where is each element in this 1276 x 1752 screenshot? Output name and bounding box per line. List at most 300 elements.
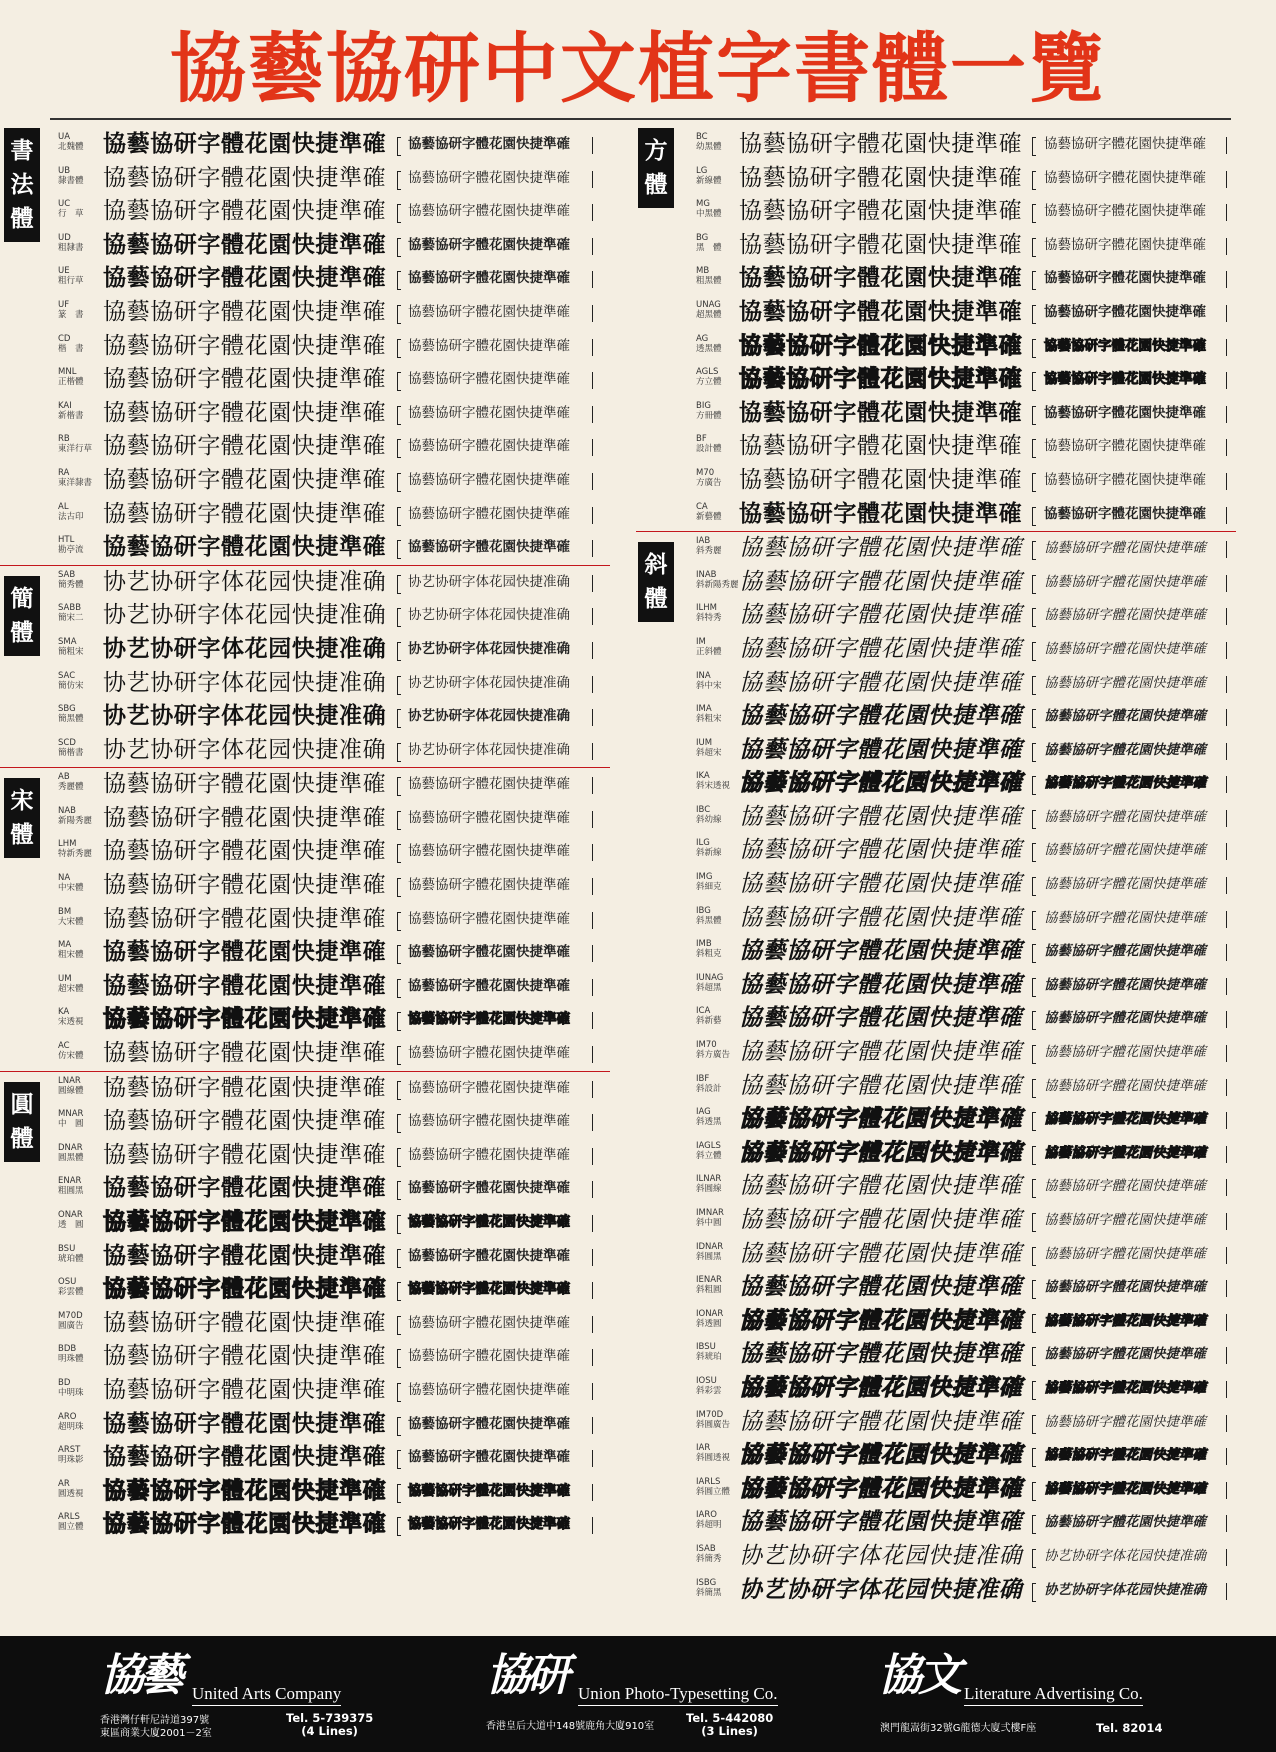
font-code	[696, 1208, 740, 1228]
font-row	[636, 1170, 1236, 1204]
font-row	[636, 1002, 1236, 1036]
font-code-id: IKA	[696, 771, 710, 782]
sample-small: 協藝協研字體花園快捷準確	[1044, 976, 1206, 993]
sample-large: 協藝協研字體花園快捷準確	[103, 1141, 387, 1168]
sample-small: 協藝協研字體花園快捷準確	[408, 877, 570, 894]
sample-small: 协艺协研字体花园快捷准确	[408, 674, 570, 691]
font-code-name: 黑 體	[696, 242, 722, 253]
sample-small: 協藝協研字體花園快捷準確	[408, 438, 570, 455]
font-code-id: CD	[58, 333, 71, 344]
font-code	[696, 1544, 740, 1564]
font-code	[58, 1143, 102, 1163]
font-row	[636, 162, 1236, 196]
font-code-name: 圓黑體	[58, 1152, 84, 1163]
bracket-mark	[397, 811, 401, 830]
font-code-id: IAG	[696, 1107, 711, 1118]
sample-large: 協藝協研字體花園快捷準確	[103, 838, 387, 865]
sample-large: 協藝協研字體花園快捷準確	[739, 198, 1023, 225]
bracket-end	[592, 1249, 593, 1266]
bracket-mark	[397, 238, 401, 257]
sample-small: 協藝協研字體花園快捷準確	[1044, 1044, 1206, 1061]
font-code-id: IAB	[696, 536, 711, 547]
bracket-end	[592, 777, 593, 794]
company-address	[100, 1714, 212, 1740]
font-row	[0, 1139, 610, 1173]
sample-small: 協藝協研字體花園快捷準確	[408, 505, 570, 522]
font-code-id: SBG	[58, 704, 76, 715]
sample-small: 協藝協研字體花園快捷準確	[1044, 169, 1206, 186]
tel-note: (4 Lines)	[301, 1724, 358, 1738]
bracket-end	[592, 1316, 593, 1333]
font-code	[58, 637, 102, 657]
font-code-id: IONAR	[696, 1308, 724, 1319]
font-code-name: 正斜體	[696, 646, 722, 657]
bracket-end	[592, 171, 593, 188]
bracket-mark	[397, 709, 401, 728]
font-row	[0, 262, 610, 296]
font-code-name: 方冊體	[696, 410, 722, 421]
font-code-id: SABB	[58, 603, 82, 614]
font-row	[636, 1271, 1236, 1305]
bracket-mark	[1032, 1247, 1036, 1266]
sample-small: 協藝協研字體花園快捷準確	[1044, 640, 1206, 657]
font-code	[696, 468, 740, 488]
font-row	[0, 1408, 610, 1442]
font-code-id: SAB	[58, 569, 76, 580]
bracket-end	[592, 1417, 593, 1434]
font-code	[696, 1342, 740, 1362]
bracket-mark	[397, 171, 401, 190]
bracket-end	[1226, 1045, 1227, 1062]
bracket-end	[592, 1046, 593, 1063]
font-code	[696, 166, 740, 186]
font-code	[58, 1007, 102, 1027]
font-row	[636, 1305, 1236, 1339]
sample-large: 協藝協研字體花園快捷準確	[739, 669, 1023, 696]
sample-large: 協藝協研字體花園快捷準確	[103, 1511, 387, 1538]
bracket-end	[1226, 238, 1227, 255]
font-code-id: IMNAR	[696, 1208, 724, 1218]
bracket-mark	[1032, 1112, 1036, 1131]
font-row	[0, 464, 610, 498]
font-row	[636, 1338, 1236, 1372]
bracket-mark	[397, 608, 401, 627]
bracket-end	[1226, 1011, 1227, 1028]
section-label: 圓 體	[4, 1082, 40, 1162]
font-code	[58, 1277, 102, 1297]
bracket-end	[1226, 1179, 1227, 1196]
bracket-mark	[1032, 339, 1036, 358]
font-code-id: BD	[58, 1377, 71, 1388]
font-row	[636, 1406, 1236, 1440]
font-row	[0, 700, 610, 734]
font-code-id: IM70D	[696, 1409, 724, 1420]
font-code	[696, 300, 740, 320]
font-code-name: 斜圓立體	[696, 1486, 731, 1497]
sample-large: 协艺协研字体花园快捷准确	[103, 669, 387, 696]
bracket-end	[1226, 171, 1227, 188]
font-code-name: 設計體	[696, 444, 722, 455]
bracket-mark	[397, 1417, 401, 1436]
font-code-name: 圓線體	[58, 1085, 84, 1096]
font-code	[696, 906, 740, 926]
font-row	[636, 767, 1236, 801]
sample-large: 协艺协研字体花园快捷准确	[103, 703, 387, 730]
font-code-name: 特新秀麗	[58, 849, 93, 860]
font-row	[0, 599, 610, 633]
sample-small: 協藝協研字體花園快捷準確	[1044, 1144, 1206, 1161]
font-code-name: 中明珠	[58, 1387, 84, 1398]
bracket-mark	[1032, 1549, 1036, 1568]
font-row	[0, 1240, 610, 1274]
font-row	[636, 464, 1236, 498]
font-code-name: 粗行草	[58, 276, 84, 287]
font-row	[0, 1441, 610, 1475]
sample-small: 協藝協研字體花園快捷準確	[1044, 1480, 1206, 1497]
bracket-mark	[1032, 1079, 1036, 1098]
sample-large: 協藝協研字體花園快捷準確	[103, 1410, 387, 1437]
sample-large: 協藝協研字體花園快捷準確	[103, 164, 387, 191]
font-code	[58, 132, 102, 152]
font-code-id: M70D	[58, 1310, 83, 1321]
font-code-name: 透 圓	[58, 1220, 84, 1230]
font-code-name: 楷 書	[58, 343, 84, 354]
font-row	[0, 970, 610, 1004]
font-code	[696, 233, 740, 253]
sample-large: 協藝協研字體花園快捷準確	[103, 1477, 387, 1504]
font-code-name: 簡粗宋	[58, 646, 84, 657]
font-code-name: 明珠影	[58, 1455, 84, 1466]
bracket-mark	[397, 575, 401, 594]
bracket-end	[592, 1148, 593, 1165]
bracket-end	[592, 642, 593, 659]
bracket-end	[1226, 1583, 1227, 1600]
font-code	[58, 367, 102, 387]
font-code-id: AR	[58, 1478, 70, 1489]
bracket-end	[1226, 204, 1227, 221]
sample-large: 協藝協研字體花園快捷準確	[739, 635, 1023, 662]
bracket-end	[592, 271, 593, 288]
font-code	[696, 570, 740, 590]
bracket-end	[1226, 507, 1227, 524]
font-code	[696, 1443, 740, 1463]
sample-small: 協藝協研字體花園快捷準確	[1044, 1514, 1206, 1531]
font-row	[636, 700, 1236, 734]
font-code	[696, 502, 740, 522]
sample-small: 協藝協研字體花園快捷準確	[1044, 1245, 1206, 1262]
sample-small: 協藝協研字體花園快捷準確	[1044, 438, 1206, 455]
bracket-mark	[397, 945, 401, 964]
font-code-name: 東洋隸書	[58, 477, 93, 488]
sample-large: 協藝協研字體花園快捷準確	[103, 905, 387, 932]
sample-large: 協藝協研字體花園快捷準確	[739, 231, 1023, 258]
sample-large: 協藝協研字體花園快捷準確	[739, 1072, 1023, 1099]
company-tel	[286, 1712, 373, 1738]
bracket-mark	[397, 1148, 401, 1167]
font-code-name: 新楷書	[58, 410, 84, 421]
sample-large: 協藝協研字體花園快捷準確	[103, 298, 387, 325]
font-code	[58, 704, 102, 724]
sample-large: 協藝協研字體花園快捷準確	[103, 1376, 387, 1403]
font-code-id: IARLS	[696, 1476, 721, 1487]
bracket-mark	[397, 406, 401, 425]
font-code	[696, 872, 740, 892]
sample-small: 協藝協研字體花園快捷準確	[1044, 573, 1206, 590]
sample-small: 協藝協研字體花園快捷準確	[408, 1381, 570, 1398]
bracket-end	[592, 811, 593, 828]
font-code	[58, 1512, 102, 1532]
bracket-mark	[397, 1249, 401, 1268]
font-code-id: IARO	[696, 1510, 717, 1521]
company-literature	[878, 1646, 1276, 1746]
font-row	[0, 531, 610, 565]
sample-small: 協藝協研字體花園快捷準確	[408, 809, 570, 826]
bracket-end	[1226, 1448, 1227, 1465]
sample-large: 協藝協研字體花園快捷準確	[103, 1444, 387, 1471]
font-code-name: 東洋行草	[58, 444, 93, 455]
font-row	[0, 734, 610, 768]
font-row	[636, 229, 1236, 263]
sample-small: 協藝協研字體花園快捷準確	[408, 236, 570, 253]
bracket-end	[1226, 776, 1227, 793]
title-rule	[50, 118, 1231, 120]
font-row	[0, 1475, 610, 1509]
font-code-id: ISBG	[696, 1577, 717, 1588]
sample-small: 協藝協研字體花園快捷準確	[1044, 303, 1206, 320]
bracket-end	[592, 945, 593, 962]
bracket-end	[592, 912, 593, 929]
font-code-id: IM70	[696, 1040, 717, 1051]
sample-small: 協藝協研字體花園快捷準確	[408, 977, 570, 994]
bracket-end	[592, 372, 593, 389]
font-code-name: 中黑體	[696, 209, 722, 220]
section-label: 簡 體	[4, 576, 40, 656]
bracket-mark	[1032, 608, 1036, 627]
sample-small: 協藝協研字體花園快捷準確	[1044, 1077, 1206, 1094]
font-code	[696, 334, 740, 354]
font-code-name: 斜中宋	[696, 680, 722, 691]
font-code-id: NA	[58, 873, 71, 884]
bracket-end	[1226, 1549, 1227, 1566]
font-code	[696, 1309, 740, 1329]
sample-small: 協藝協研字體花園快捷準確	[1044, 471, 1206, 488]
sample-large: 協藝協研字體花園快捷準確	[739, 366, 1023, 393]
font-row	[636, 566, 1236, 600]
font-code-name: 正楷體	[58, 377, 84, 388]
font-row	[0, 768, 610, 802]
section-label: 斜 體	[638, 542, 674, 622]
sample-large: 協藝協研字體花園快捷準確	[739, 433, 1023, 460]
font-section	[0, 128, 610, 565]
bracket-end	[592, 540, 593, 557]
sample-small: 協藝協研字體花園快捷準確	[1044, 1111, 1206, 1128]
font-row	[636, 1506, 1236, 1540]
sample-small: 協藝協研字體花園快捷準確	[408, 1247, 570, 1264]
font-code	[58, 1109, 102, 1129]
address-line: 香港灣仔軒尼詩道397號	[100, 1715, 210, 1726]
bracket-mark	[1032, 271, 1036, 290]
font-code	[696, 1107, 740, 1127]
sample-small: 協藝協研字體花園快捷準確	[1044, 842, 1206, 859]
font-code	[696, 1578, 740, 1598]
bracket-mark	[397, 137, 401, 156]
bracket-mark	[397, 1349, 401, 1368]
bracket-end	[592, 676, 593, 693]
footer	[0, 1636, 1276, 1752]
font-code-id: IBSU	[696, 1342, 716, 1353]
bracket-mark	[1032, 507, 1036, 526]
bracket-end	[592, 575, 593, 592]
font-code-name: 明珠體	[58, 1354, 84, 1365]
font-row	[636, 1103, 1236, 1137]
bracket-end	[1226, 978, 1227, 995]
sample-small: 協藝協研字體花園快捷準確	[408, 404, 570, 421]
company-name: Union Photo-Typesetting Co.	[578, 1684, 778, 1706]
sample-large: 協藝協研字體花園快捷準確	[103, 1209, 387, 1235]
font-code-id: UNAG	[696, 299, 721, 310]
bracket-mark	[1032, 1146, 1036, 1165]
bracket-mark	[397, 912, 401, 931]
bracket-mark	[397, 1114, 401, 1133]
sample-large: 協藝協研字體花園快捷準確	[103, 1343, 387, 1370]
font-code-name: 圓廣告	[58, 1320, 84, 1331]
font-code-id: BIG	[696, 400, 711, 411]
font-row	[0, 363, 610, 397]
tel-note: (3 Lines)	[701, 1724, 758, 1738]
bracket-end	[592, 1282, 593, 1299]
font-code-name: 斜中圓	[696, 1218, 722, 1228]
sample-large: 協藝協研字體花園快捷準確	[739, 298, 1023, 325]
bracket-mark	[1032, 1381, 1036, 1400]
font-code-name: 斜新藝	[696, 1016, 722, 1027]
bracket-end	[1226, 743, 1227, 760]
font-code-name: 中宋體	[58, 883, 84, 894]
bracket-end	[1226, 372, 1227, 389]
sample-large: 协艺协研字体花园快捷准确	[103, 736, 387, 763]
font-code-id: IM	[696, 636, 706, 647]
sample-large: 協藝協研字體花園快捷準確	[739, 871, 1023, 898]
font-code-name: 新線體	[696, 175, 722, 186]
font-code-id: IMG	[696, 872, 713, 883]
sample-small: 協藝協研字體花園快捷準確	[408, 303, 570, 320]
font-code	[696, 771, 740, 791]
sample-large: 協藝協研字體花園快捷準確	[103, 804, 387, 831]
bracket-mark	[1032, 810, 1036, 829]
font-code-id: DNAR	[58, 1142, 83, 1153]
font-code-id: AGLS	[696, 367, 719, 378]
font-code	[696, 536, 740, 556]
bracket-end	[1226, 1112, 1227, 1129]
font-code-id: ISAB	[696, 1543, 716, 1554]
bracket-mark	[397, 1517, 401, 1536]
font-code-id: IUM	[696, 737, 713, 748]
font-row	[0, 1374, 610, 1408]
font-row	[0, 566, 610, 600]
font-code-id: UB	[58, 165, 71, 176]
font-row	[636, 1574, 1236, 1608]
font-code-id: IDNAR	[696, 1241, 724, 1252]
company-address	[486, 1720, 654, 1733]
bracket-mark	[1032, 1415, 1036, 1434]
font-code-name: 大宋體	[58, 916, 84, 927]
font-code	[696, 367, 740, 387]
sample-small: 协艺协研字体花园快捷准确	[408, 708, 570, 725]
font-code-name: 斜透黑	[696, 1117, 722, 1128]
company-address	[880, 1722, 1036, 1735]
font-row	[636, 363, 1236, 397]
font-code	[696, 266, 740, 286]
sample-large: 協藝協研字體花園快捷準確	[103, 771, 387, 798]
tel-number: Tel. 5-739375	[286, 1711, 374, 1725]
font-row	[0, 128, 610, 162]
sample-large: 协艺协研字体花园快捷准确	[103, 568, 387, 595]
bracket-mark	[1032, 541, 1036, 560]
font-code-name: 斜粗圓	[696, 1285, 722, 1296]
font-code-name: 圓立體	[58, 1522, 84, 1533]
font-code-name: 斜超黑	[696, 982, 722, 993]
font-code-name: 粗黑體	[696, 276, 722, 287]
font-code-id: BSU	[58, 1243, 76, 1254]
font-code-id: UF	[58, 299, 70, 310]
font-code-name: 仿宋體	[58, 1051, 84, 1062]
font-row	[0, 1105, 610, 1139]
font-code-name: 斜圓黑	[696, 1251, 722, 1262]
sample-large: 協藝協研字體花園快捷準確	[103, 1108, 387, 1135]
font-row	[0, 835, 610, 869]
bracket-end	[592, 204, 593, 221]
font-code	[58, 570, 102, 590]
sample-small: 協藝協研字體花園快捷準確	[1044, 236, 1206, 253]
address-line: 東區商業大廈2001－2室	[100, 1728, 212, 1739]
font-row	[636, 633, 1236, 667]
sample-small: 协艺协研字体花园快捷准确	[408, 607, 570, 624]
font-row	[636, 801, 1236, 835]
bracket-mark	[397, 1012, 401, 1031]
sample-small: 協藝協研字體花園快捷準確	[1044, 808, 1206, 825]
bracket-end	[1226, 1213, 1227, 1230]
font-row	[0, 869, 610, 903]
font-code-id: SCD	[58, 737, 76, 748]
bracket-end	[1226, 843, 1227, 860]
font-code	[58, 1479, 102, 1499]
font-row	[636, 1238, 1236, 1272]
sample-small: 協藝協研字體花園快捷準確	[408, 471, 570, 488]
sample-large: 協藝協研字體花園快捷準確	[739, 500, 1023, 527]
font-code-name: 行 草	[58, 209, 84, 220]
font-code	[696, 1376, 740, 1396]
font-code-name: 超宋體	[58, 983, 84, 994]
sample-small: 協藝協研字體花園快捷準確	[408, 1045, 570, 1062]
bracket-mark	[397, 1484, 401, 1503]
font-code-id: AL	[58, 501, 69, 512]
sample-large: 協藝協研字體花園快捷準確	[739, 736, 1023, 763]
font-row	[636, 397, 1236, 431]
sample-large: 协艺协研字体花园快捷准确	[739, 1542, 1023, 1569]
font-code-id: BC	[696, 132, 708, 142]
font-row	[0, 1340, 610, 1374]
bracket-end	[1226, 911, 1227, 928]
sample-small: 協藝協研字體花園快捷準確	[1044, 1212, 1206, 1228]
font-row	[0, 1072, 610, 1106]
bracket-end	[1226, 1146, 1227, 1163]
font-code-id: KA	[58, 1007, 70, 1018]
font-code-id: M70	[696, 467, 715, 478]
bracket-mark	[1032, 776, 1036, 795]
bracket-end	[1226, 339, 1227, 356]
font-code-name: 斜圓線	[696, 1184, 722, 1195]
sample-large: 協藝協研字體花園快捷準確	[103, 1040, 387, 1067]
font-row	[0, 330, 610, 364]
